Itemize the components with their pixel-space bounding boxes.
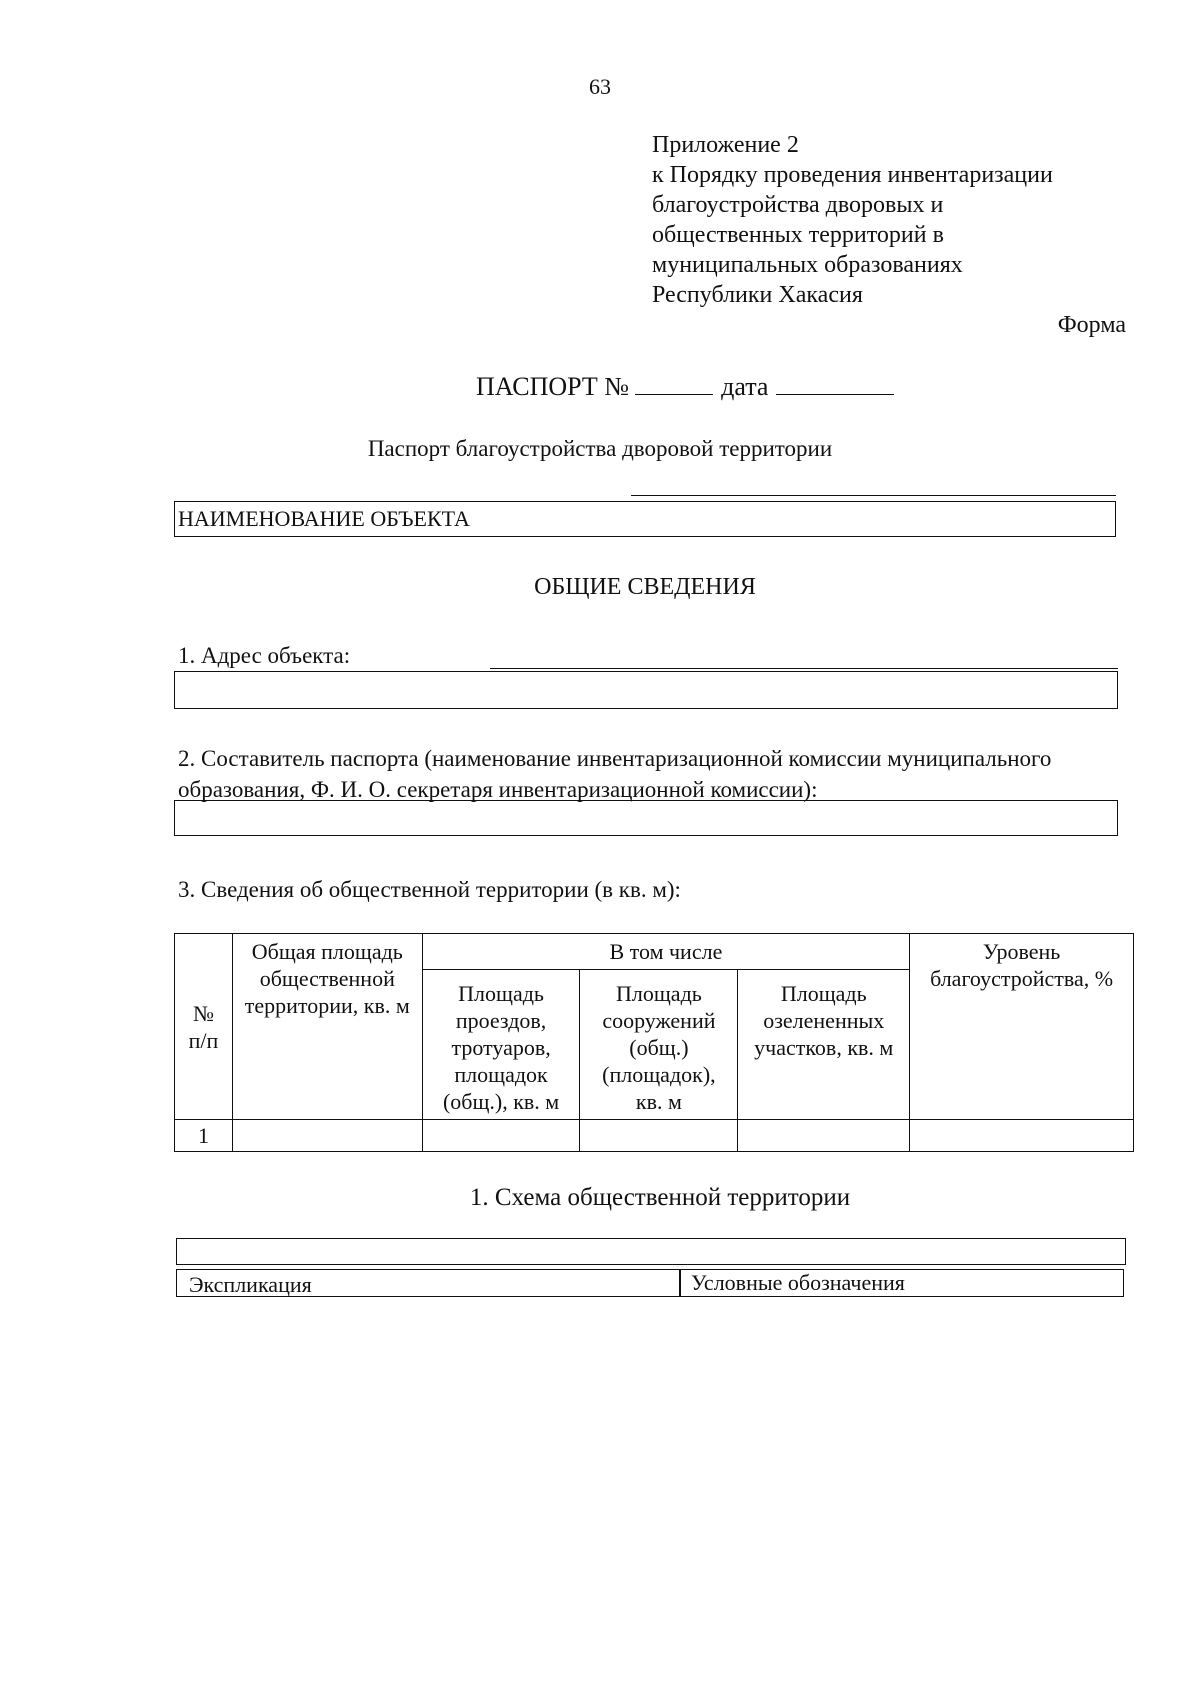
passport-header	[476, 372, 894, 402]
header-roads-area: Площадь проездов, тротуаров, площадок (общ.), кв. м	[422, 970, 580, 1120]
cell-level[interactable]	[910, 1120, 1134, 1152]
compiler-label-line: образования, Ф. И. О. секретаря инвентаризационной комиссии):	[178, 777, 818, 802]
header-structures-area: Площадь сооружений (общ.) (площадок), кв. м	[580, 970, 738, 1120]
compiler-label-line: 2. Составитель паспорта (наименование инвентаризационной комиссии муниципального	[178, 746, 1052, 771]
explication-label: Экспликация	[189, 1272, 312, 1297]
passport-number-field[interactable]	[635, 372, 713, 395]
page-number: 63	[589, 74, 611, 99]
territory-table	[174, 933, 1134, 1152]
table-row	[175, 1120, 1134, 1152]
header-num: № п/п	[175, 934, 233, 1120]
address-field[interactable]	[174, 671, 1118, 709]
legend-cell[interactable]	[680, 1269, 1124, 1297]
passport-subtitle: Паспорт благоустройства дворовой территории	[367, 436, 833, 461]
scheme-title: 1. Схема общественной территории	[469, 1184, 851, 1211]
header-green-area: Площадь озелененных участков, кв. м	[738, 970, 910, 1120]
passport-label: ПАСПОРТ №	[476, 372, 630, 401]
header-including: В том числе	[422, 934, 909, 970]
cell-structures-area[interactable]	[580, 1120, 738, 1152]
cell-green-area[interactable]	[738, 1120, 910, 1152]
object-name-topline	[631, 495, 1116, 496]
header-level: Уровень благоустройства, %	[910, 934, 1134, 1120]
territory-info-label: 3. Сведения об общественной территории (в кв. м):	[178, 877, 681, 902]
address-label: 1. Адрес объекта:	[178, 643, 351, 668]
header-total-area: Общая площадь общественной территории, кв. м	[232, 934, 422, 1120]
passport-date-label: дата	[721, 372, 769, 401]
appendix-block	[652, 130, 1053, 310]
cell-num: 1	[175, 1120, 233, 1152]
form-label: Форма	[1057, 312, 1126, 338]
compiler-label	[178, 743, 1051, 805]
cell-roads-area[interactable]	[422, 1120, 580, 1152]
explication-cell[interactable]	[176, 1269, 680, 1297]
general-info-title: ОБЩИЕ СВЕДЕНИЯ	[534, 574, 756, 600]
appendix-line: к Порядку проведения инвентаризации	[652, 162, 1053, 188]
appendix-line: общественных территорий в	[652, 222, 944, 248]
object-name-field[interactable]	[174, 501, 1116, 537]
appendix-line: Приложение 2	[652, 132, 799, 158]
appendix-line: муниципальных образованиях	[652, 252, 963, 278]
scheme-field[interactable]	[176, 1238, 1126, 1265]
address-rule	[490, 668, 1118, 669]
cell-total-area[interactable]	[232, 1120, 422, 1152]
appendix-line: Республики Хакасия	[652, 282, 863, 308]
compiler-field[interactable]	[174, 800, 1118, 836]
passport-date-field[interactable]	[776, 372, 894, 395]
appendix-line: благоустройства дворовых и	[652, 192, 944, 218]
legend-label: Условные обозначения	[691, 1270, 905, 1295]
object-name-label: НАИМЕНОВАНИЕ ОБЪЕКТА	[178, 506, 470, 531]
